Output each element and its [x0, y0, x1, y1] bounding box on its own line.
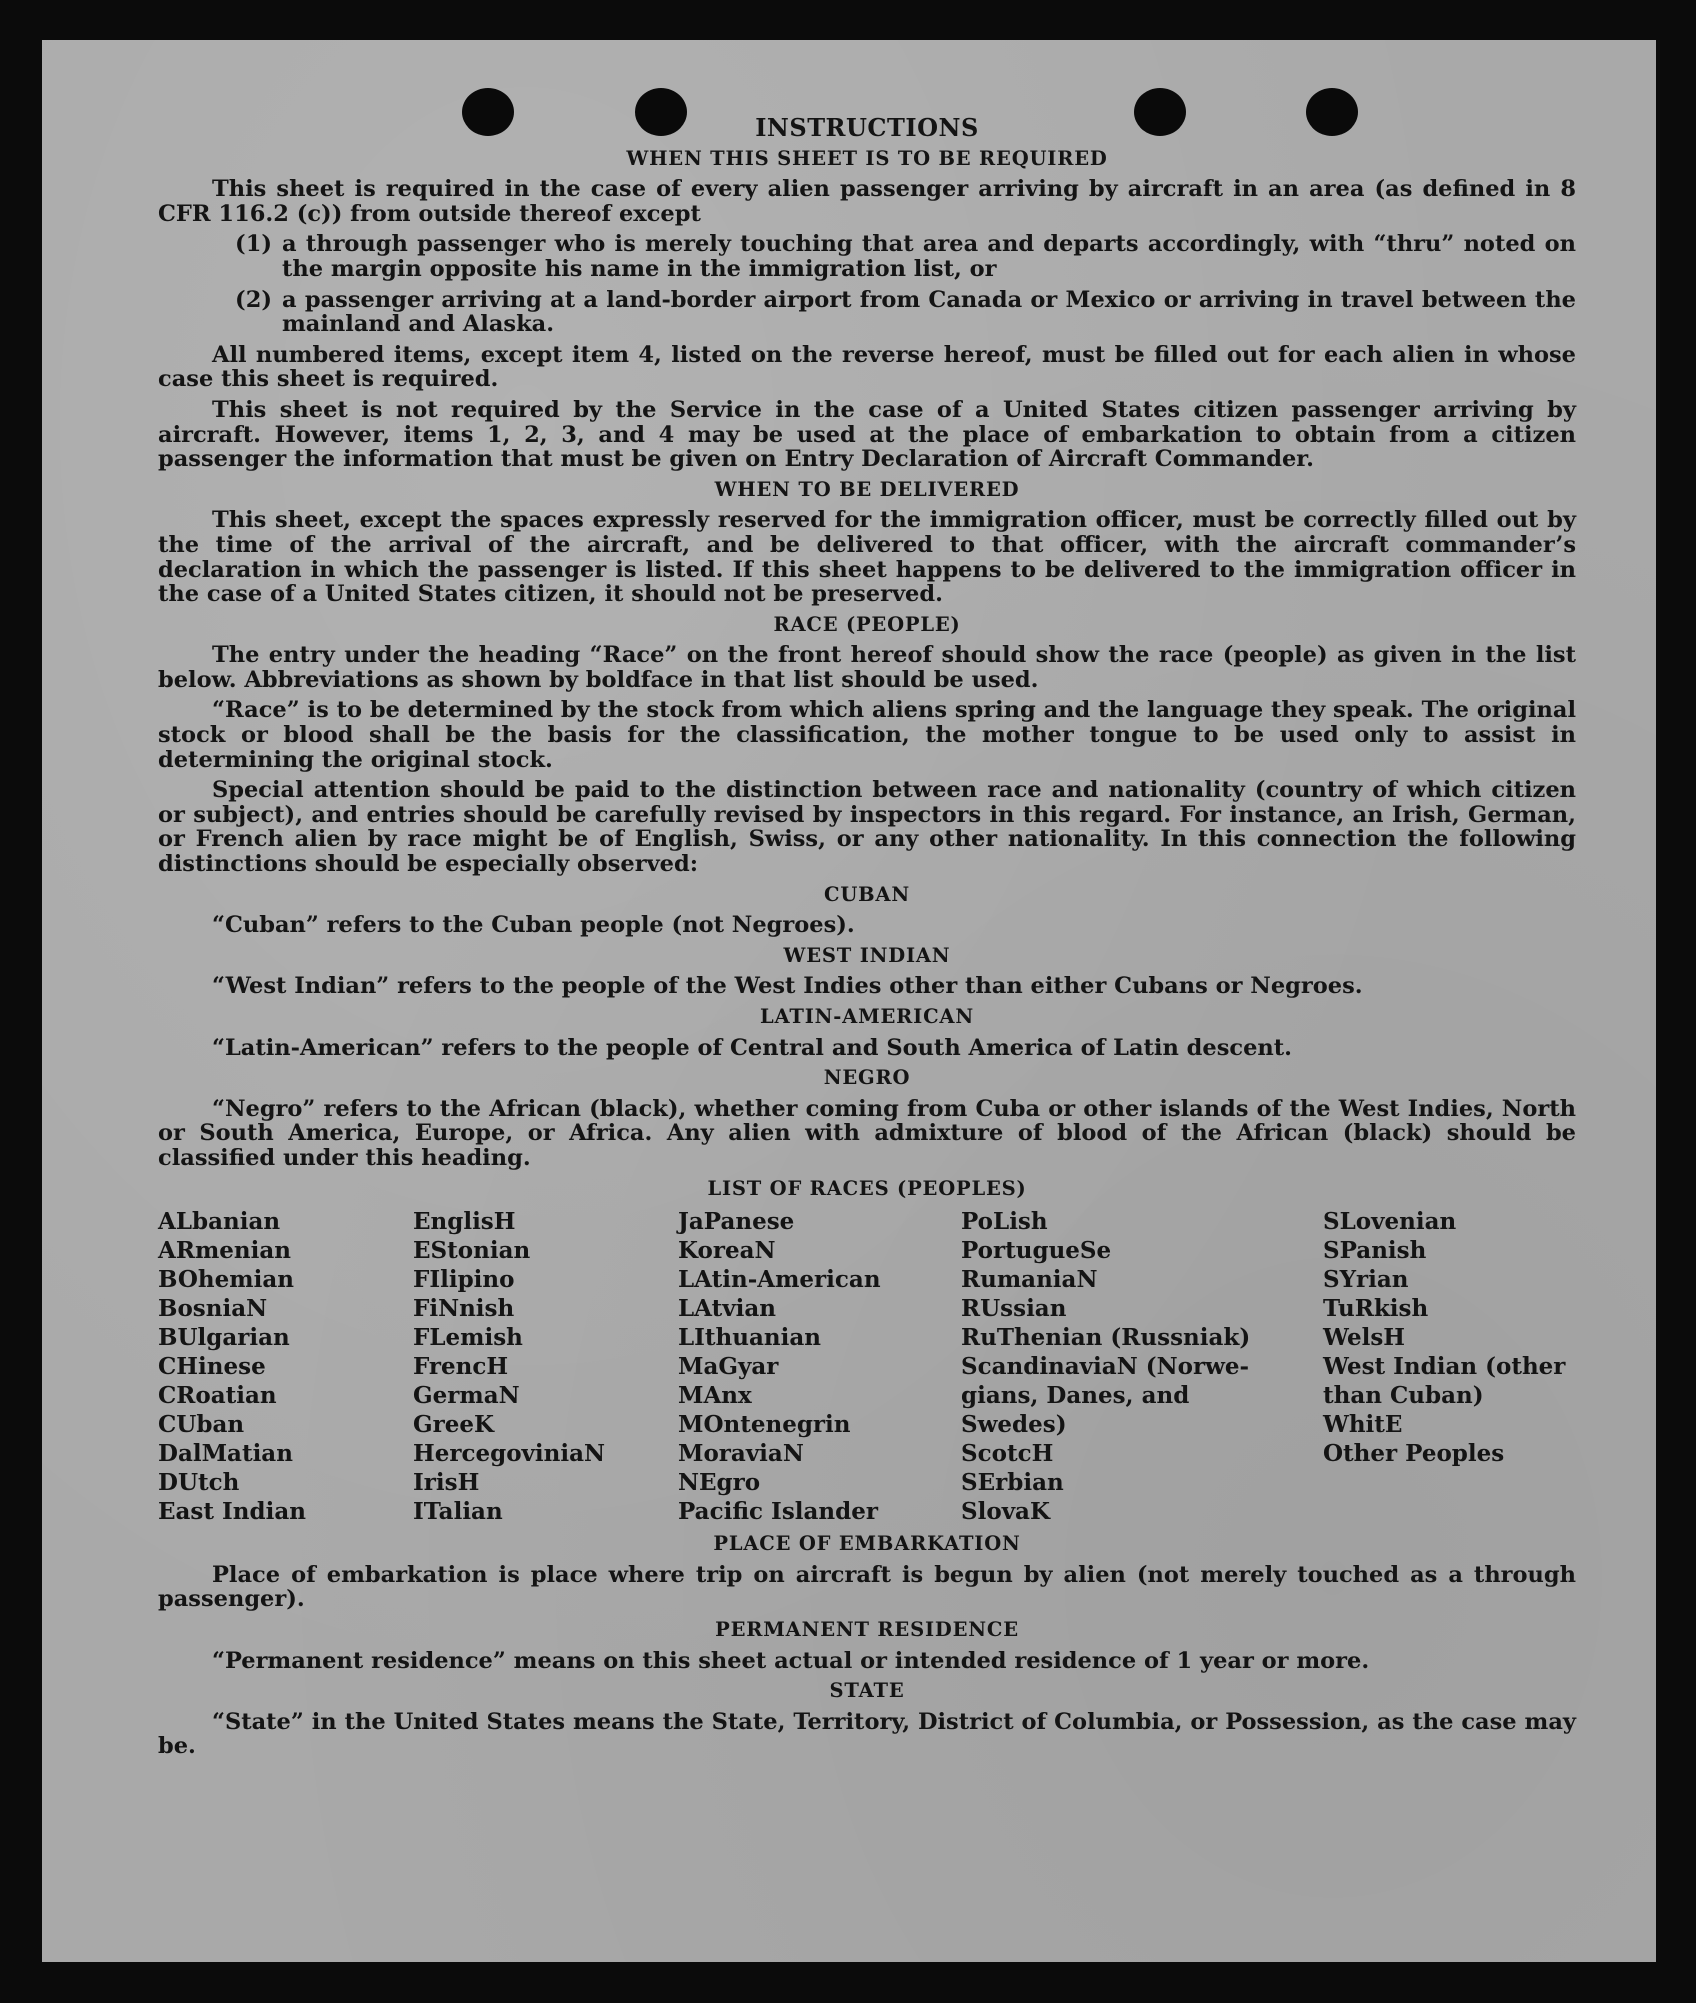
- paragraph: “Latin-American” refers to the people of Central and South America of Latin descent.: [212, 1034, 1292, 1061]
- section-heading: LATIN-AMERICAN: [760, 1005, 974, 1028]
- instructions-content: [158, 113, 1576, 1765]
- section-heading: WEST INDIAN: [783, 943, 951, 967]
- item-number: (1): [235, 231, 272, 258]
- paragraph: Place of embarkation is place where trip on aircraft is begun by alien (not merely touched as a through passenger).: [158, 1561, 1576, 1613]
- document-sheet: [42, 40, 1656, 1962]
- section-heading: PERMANENT RESIDENCE: [715, 1617, 1019, 1641]
- section-heading: NEGRO: [823, 1066, 911, 1090]
- race-column: SLovenian SPanish SYrian TuRkish WelsH West Indian (other than Cuban) WhitE Other Peoples: [1323, 1208, 1566, 1468]
- item-number: (2): [235, 286, 272, 313]
- race-column: ALbanian ARmenian BOhemian BosniaN BUlgarian CHinese CRoatian CUban DalMatian DUtch East Indian: [158, 1208, 306, 1526]
- section-heading: PLACE OF EMBARKATION: [713, 1532, 1021, 1556]
- paragraph: This sheet, except the spaces expressly reserved for the immigration officer, must be correctly filled out by the time of the arrival of the aircraft, and be delivered to that officer, with the aircraft commander’s declaration in which the passenger is listed. If this sheet happens to be delivered to the immigration officer in the case of a United States citizen, it should not be preserved.: [158, 507, 1576, 608]
- paragraph: “State” in the United States means the State, Territory, District of Columbia, or Possession, as the case may be.: [158, 1708, 1576, 1760]
- paragraph: All numbered items, except item 4, listed on the reverse hereof, must be filled out for each alien in whose case this sheet is required.: [158, 341, 1576, 393]
- item-text: a through passenger who is merely touching that area and departs accordingly, with “thru” noted on the margin opposite his name in the immigration list, or: [282, 231, 1576, 282]
- race-column: JaPanese KoreaN LAtin-American LAtvian LIthuanian MaGyar MAnx MOntenegrin MoraviaN NEgro Pacific Islander: [678, 1208, 881, 1526]
- paragraph: “Negro” refers to the African (black), whether coming from Cuba or other islands of the West Indies, North or South America, Europe, or Africa. Any alien with admixture of blood of the African (black) should be classified under this heading.: [158, 1095, 1576, 1171]
- item-text: a passenger arriving at a land-border airport from Canada or Mexico or arriving in travel between the mainland and Alaska.: [282, 286, 1576, 338]
- list-item: [158, 232, 1576, 281]
- paragraph: This sheet is required in the case of every alien passenger arriving by aircraft in an area (as defined in 8 CFR 116.2 (c)) from outside thereof except: [158, 176, 1576, 227]
- paragraph: “Cuban” refers to the Cuban people (not Negroes).: [212, 912, 855, 939]
- paragraph: The entry under the heading “Race” on the front hereof should show the race (people) as given in the list below. Abbreviations as shown by boldface in that list should be used.: [158, 642, 1576, 693]
- section-heading: CUBAN: [824, 882, 910, 906]
- section-heading: WHEN TO BE DELIVERED: [714, 477, 1020, 501]
- paragraph: “West Indian” refers to the people of the West Indies other than either Cubans or Negroes.: [212, 973, 1363, 1000]
- paragraph: “Race” is to be determined by the stock from which aliens spring and the language they speak. The original stock or blood shall be the basis for the classification, the mother tongue to be used only to assist in determining the original stock.: [158, 697, 1576, 773]
- page-title: INSTRUCTIONS: [755, 113, 979, 142]
- paragraph: “Permanent residence” means on this sheet actual or intended residence of 1 year or more.: [212, 1647, 1370, 1674]
- section-heading: LIST OF RACES (PEOPLES): [707, 1176, 1027, 1200]
- section-heading: RACE (PEOPLE): [773, 612, 961, 636]
- race-column: EnglisH EStonian FIlipino FiNnish FLemish FrencH GermaN GreeK HercegoviniaN IrisH ITalian: [413, 1208, 606, 1526]
- section-heading: WHEN THIS SHEET IS TO BE REQUIRED: [626, 146, 1108, 170]
- list-item: [158, 288, 1576, 337]
- paragraph: Special attention should be paid to the distinction between race and nationality (country of which citizen or subject), and entries should be carefully revised by inspectors in this regard. For instance, an Irish, German, or French alien by race might be of English, Swiss, or any other nationality. In this connection the following distinctions should be especially observed:: [158, 777, 1576, 878]
- section-heading: STATE: [829, 1679, 905, 1703]
- race-column: PoLish PortugueSe RumaniaN RUssian RuThenian (Russniak) ScandinaviaN (Norwe- gians, Danes, and Swedes) ScotcH SErbian SlovaK: [961, 1208, 1251, 1526]
- paragraph: This sheet is not required by the Service in the case of a United States citizen passenger arriving by aircraft. However, items 1, 2, 3, and 4 may be used at the place of embarkation to obtain from a citizen passenger the information that must be given on Entry Declaration of Aircraft Commander.: [158, 396, 1576, 473]
- race-list: [158, 1207, 1576, 1526]
